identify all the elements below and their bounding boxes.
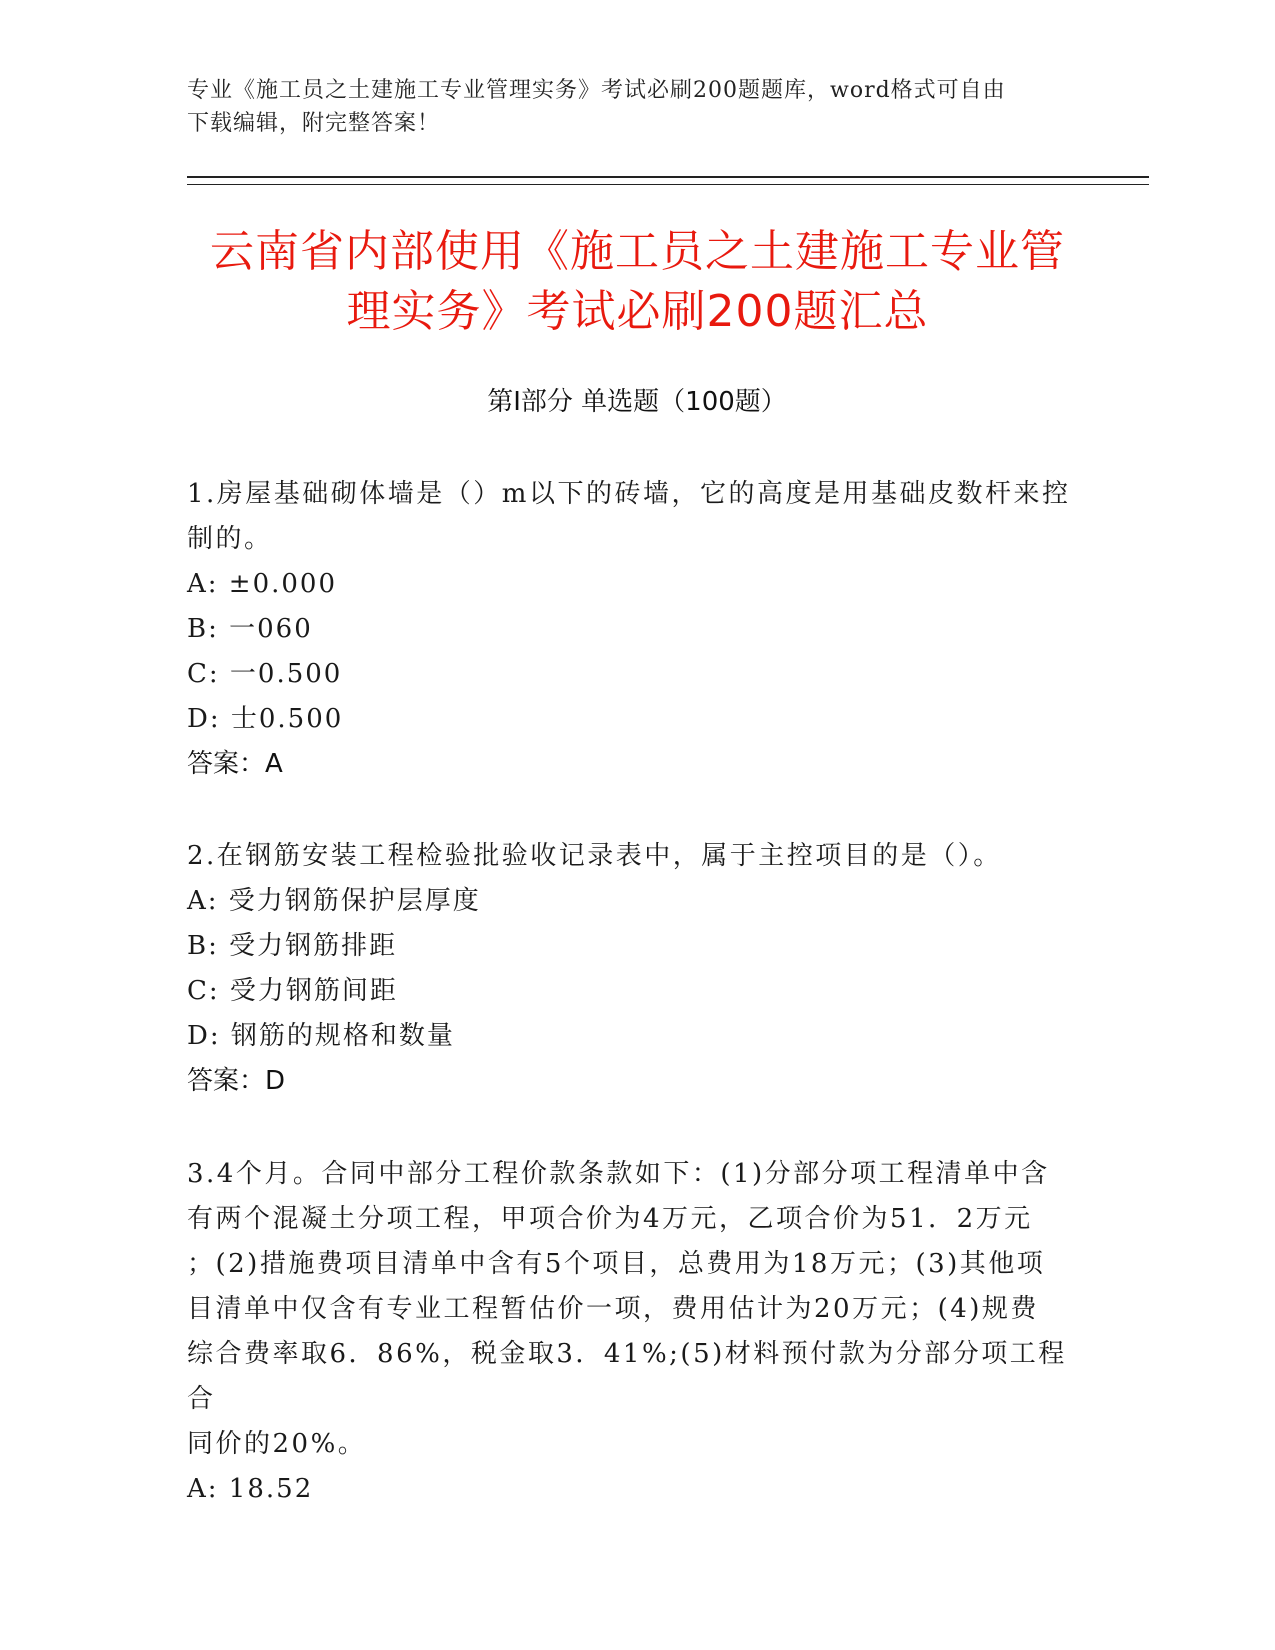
question-2	[187, 834, 1087, 1104]
question-stem-line: ；(2)措施费项目清单中含有5个项目，总费用为18万元；(3)其他项	[187, 1249, 1046, 1279]
header-note-line-1: 专业《施工员之土建施工专业管理实务》考试必刷200题题库，word格式可自由	[187, 78, 1006, 103]
section-heading: 第Ⅰ部分 单选题（100题）	[487, 387, 787, 417]
question-stem-line: 2.在钢筋安装工程检验批验收记录表中，属于主控项目的是（）。	[187, 841, 1002, 871]
question-1	[187, 472, 1087, 787]
question-stem-line: 3.4个月。合同中部分工程价款条款如下：(1)分部分项工程清单中含	[187, 1159, 1050, 1189]
question-stem-line: 制的。	[187, 524, 273, 554]
option-a: A: 受力钢筋保护层厚度	[187, 886, 481, 916]
header-note	[187, 74, 1087, 140]
question-stem-line: 1.房屋基础砌体墙是（）m以下的砖墙，它的高度是用基础皮数杆来控	[187, 479, 1071, 509]
answer: 答案：A	[187, 749, 283, 779]
question-3	[187, 1152, 1087, 1512]
option-a: A: 18.52	[187, 1474, 314, 1504]
header-divider	[187, 176, 1149, 185]
option-d: D: 士0.500	[187, 704, 344, 734]
document-title-line-2: 理实务》考试必刷200题汇总	[346, 286, 929, 337]
option-c: C: 受力钢筋间距	[187, 976, 398, 1006]
option-b: B: 一060	[187, 614, 313, 644]
question-stem-line: 同价的20%。	[187, 1429, 367, 1459]
option-b: B: 受力钢筋排距	[187, 931, 398, 961]
header-note-line-2: 下载编辑，附完整答案！	[187, 111, 441, 136]
question-stem-line: 综合费率取6．86%，税金取3．41%;(5)材料预付款为分部分项工程合	[187, 1339, 1067, 1414]
question-stem-line: 有两个混凝土分项工程，甲项合价为4万元，乙项合价为51．2万元	[187, 1204, 1033, 1234]
answer: 答案：D	[187, 1066, 286, 1096]
option-d: D: 钢筋的规格和数量	[187, 1021, 455, 1051]
option-c: C: 一0.500	[187, 659, 343, 689]
question-stem-line: 目清单中仅含有专业工程暂估价一项，费用估计为20万元；(4)规费	[187, 1294, 1039, 1324]
option-a: A: ±0.000	[187, 569, 338, 599]
document-title-line-1: 云南省内部使用《施工员之土建施工专业管	[210, 226, 1065, 277]
document-title	[150, 222, 1125, 342]
